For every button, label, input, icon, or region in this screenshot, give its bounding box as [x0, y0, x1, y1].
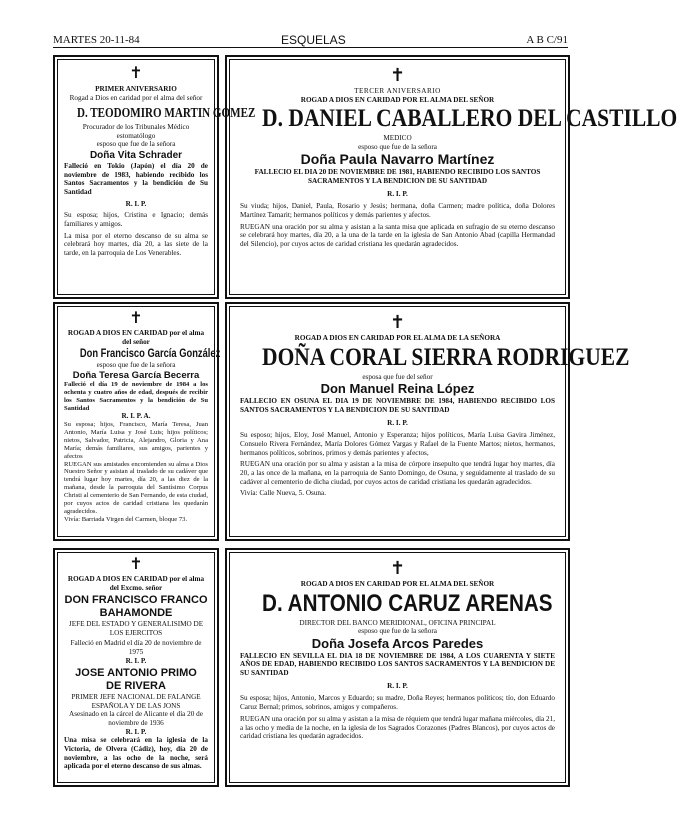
notice-sierra-rodriguez — [225, 302, 630, 541]
family-list: Su esposa; hijos, Cristina e Ignacio; demás familiares y amigos. — [64, 211, 208, 229]
death-info: Falleció en Madrid el día 20 de noviembre de 1975 — [70, 639, 202, 656]
deceased-name: D. ANTONIO CARUZ ARENAS — [262, 589, 553, 617]
spouse-name: Doña Teresa García Becerra — [72, 369, 200, 381]
cross-icon: ✝ — [389, 558, 406, 578]
notice-prayer: Rogad a Dios en caridad por el alma del señor — [69, 93, 203, 102]
second-role: PRIMER JEFE NACIONAL DE FALANGE ESPAÑOLA Y DE LAS JONS — [71, 693, 201, 710]
rip: R. I. P. A. — [121, 412, 151, 421]
spouse-label: esposo que fue de la señora — [358, 627, 437, 636]
death-info: FALLECIO EN OSUNA EL DIA 19 DE NOVIEMBRE DE 1984, HABIENDO RECIBIDO LOS SANTOS SACRAMENTOS Y LA BENDICION DE SU SANTIDAD — [240, 397, 555, 414]
notice-franco-primo — [53, 548, 219, 787]
cross-icon: ✝ — [129, 556, 143, 573]
spouse-name: Doña Vita Schrader — [89, 149, 183, 161]
notice-martin-gomez — [53, 55, 256, 299]
rip: R. I. P. — [387, 418, 408, 427]
rip: R. I. P. — [387, 189, 408, 198]
notice-prayer: ROGAD A DIOS EN CARIDAD POR EL ALMA DEL SEÑOR — [300, 580, 495, 588]
rip: R. I. P. — [125, 727, 147, 736]
family-list: Su esposa; hijos, Francisco, María Teresa, Juan Antonio, María Luisa y José Luis; hijos políticos; nietos, Salvador, Patricia, Alejandro, Gloria y Ana María; demás familiares, sus amigos, parientes y afectos — [64, 421, 208, 460]
notice-prayer: ROGAD A DIOS EN CARIDAD POR EL ALMA DE LA SEÑORA — [294, 334, 501, 342]
notice-kicker: TERCER ANIVERSARIO — [354, 87, 441, 95]
family-list: Su viuda; hijos, Daniel, Paula, Rosario y Jesús; hermana, doña Carmen; madre política, doña Dolores Martínez Tamarit; hermanos políticos y demás parientes y afectos. — [240, 202, 555, 219]
mass-info: La misa por el eterno descanso de su alma se celebrará hoy martes, día 20, a las siete de la tarde, en la parroquia de Los Venerables. — [64, 231, 208, 258]
header-date: MARTES 20-11-84 — [53, 34, 140, 46]
mass-info: Una misa se celebrará en la iglesia de la Victoria, de Olvera (Cádiz), hoy, día 20 de noviembre, a las ocho de la noche, será aplicada por el eterno descanso de sus almas. — [64, 736, 208, 771]
cross-icon: ✝ — [389, 312, 406, 332]
spouse-label: esposo que fue de la señora — [96, 361, 176, 370]
rip: R. I. P. — [125, 199, 147, 208]
address: Vivía: Calle Nueva, 5. Osuna. — [240, 489, 326, 498]
spouse-label: esposo que fue de la señora — [358, 142, 437, 151]
rip: R. I. P. — [387, 681, 408, 690]
notice-caruz-arenas — [225, 548, 570, 787]
deceased-name-line1: DON FRANCISCO FRANCO — [64, 594, 208, 607]
deceased-role: MEDICO — [383, 134, 412, 143]
cross-icon: ✝ — [129, 310, 143, 327]
deceased-role: DIRECTOR DEL BANCO MERIDIONAL, OFICINA PRINCIPAL — [299, 618, 496, 627]
request-info: RUEGAN una oración por su alma y asistan a la misa de réquiem que tendrá lugar mañana miércoles, día 21, a las ocho y media de la noche, en la iglesia de los Sagrados Corazones (Padres Blancos), por cuyos actos de caridad cristiana les quedarán agradecidos. — [240, 714, 555, 741]
request-info: RUEGAN sus amistades encomienden su alma a Dios Nuestro Señor y asistan al traslado de su cadáver que tendrá lugar hoy martes, día 20, a las diez de la mañana, desde la parroquia del Santísimo Corpus Christi al cementerio de San Fernando, de esta ciudad, por cuyos actos de caridad cristiana les quedarán agradecidos. — [64, 460, 208, 515]
notice-kicker: PRIMER ANIVERSARIO — [95, 85, 177, 93]
notice-prayer: ROGAD A DIOS EN CARIDAD POR EL ALMA DEL SEÑOR — [300, 95, 495, 104]
spouse-label: esposa que fue del señor — [362, 372, 433, 381]
request-info: RUEGAN una oración por su alma y asistan a la misa de córpore insepulto que tendrá lugar hoy martes, día 20, a las once de la mañana, en la parroquia de Santo Domingo, de Osuna, y seguidamente al traslado de su cadáver al cementerio de dicha ciudad, por cuyos actos de caridad cristiana les quedarán agradecidos. — [240, 460, 555, 486]
family-list: Su esposo; hijos, Eloy, José Manuel, Antonio y Esperanza; hijos políticos, María Luisa Gavira Jiménez, Consuelo Rivera Fernández, María Dolores Gómez Vargas y Rafael de la Fuente Martos; nietos, hermanos, hermanos políticos, sobrinos, primos y demás parientes y afectos, — [240, 431, 555, 457]
address: Vivía: Barriada Virgen del Carmen, bloque 73. — [64, 515, 188, 523]
header-page: A B C/91 — [526, 34, 568, 46]
family-list: Su esposa; hijos, Antonio, Marcos y Eduardo; su madre, Doña Reyes; hermanos políticos; tío, don Eduardo Caruz Bernal; primos, sobrinos, amigos y compañeros. — [240, 694, 555, 712]
second-death-info: Asesinado en la cárcel de Alicante el día 20 de noviembre de 1936 — [69, 710, 203, 727]
death-info: FALLECIO EL DIA 20 DE NOVIEMBRE DE 1981, HABIENDO RECIBIDO LOS SANTOS SACRAMENTOS Y LA BENDICION DE SU SANTIDAD — [254, 168, 541, 185]
spouse-name: Don Manuel Reina López — [320, 381, 475, 397]
deceased-role: Procurador de los Tribunales Médico estomatólogo — [82, 123, 190, 140]
request-info: RUEGAN una oración por su alma y asistan a la santa misa que aplicada en sufragio de su eterno descanso se celebrará hoy martes, día 20, a la una de la tarde en la iglesia de San Antonio Abad (capilla Hermandad del Silencio), por cuyos actos de caridad cristiana les quedarán agradecidos. — [240, 222, 555, 248]
notice-caballero-castillo — [225, 55, 677, 299]
rip: R. I. P. — [125, 656, 147, 665]
page-header — [53, 34, 568, 48]
death-info: FALLECIO EN SEVILLA EL DIA 18 DE NOVIEMBRE DE 1984, A LOS CUARENTA Y SIETE AÑOS DE EDAD, HABIENDO RECIBIDO LOS SANTOS SACRAMENTOS Y LA BENDICION DE SU SANTIDAD — [240, 651, 555, 678]
cross-icon: ✝ — [389, 65, 406, 85]
second-name-line1: JOSE ANTONIO PRIMO — [75, 667, 197, 680]
header-section: ESQUELAS — [281, 33, 346, 47]
death-info: Falleció en Tokio (Japón) el día 20 de noviembre de 1983, habiendo recibido los Santos Sacramentos y la bendición de Su Santidad — [64, 161, 208, 197]
cross-icon: ✝ — [129, 65, 143, 82]
deceased-name-line2: BAHAMONDE — [99, 607, 173, 620]
spouse-name: Doña Josefa Arcos Paredes — [311, 635, 484, 651]
deceased-name: DOÑA CORAL SIERRA RODRIGUEZ — [262, 343, 630, 371]
deceased-name: D. DANIEL CABALLERO DEL CASTILLO — [262, 105, 677, 133]
second-name-line2: DE RIVERA — [106, 680, 166, 693]
deceased-role: JEFE DEL ESTADO Y GENERALISIMO DE LOS EJERCITOS — [68, 620, 204, 637]
notice-prayer: ROGAD A DIOS EN CARIDAD por el alma del Excmo. señor — [67, 575, 205, 592]
spouse-name: Doña Paula Navarro Martínez — [300, 151, 495, 168]
notice-garcia-gonzalez — [53, 302, 219, 541]
notice-prayer: ROGAD A DIOS EN CARIDAD por el alma del señor — [67, 329, 205, 346]
deceased-name: D. TEODOMIRO MARTIN GOMEZ — [76, 105, 256, 121]
spouse-label: esposo que fue de la señora — [96, 140, 176, 149]
deceased-name: Don Francisco García González — [79, 346, 221, 361]
death-info: Falleció el día 19 de noviembre de 1984 a los ochenta y cuatro años de edad, después de recibir los Santos Sacramentos y la bendición de Su Santidad — [64, 380, 208, 412]
